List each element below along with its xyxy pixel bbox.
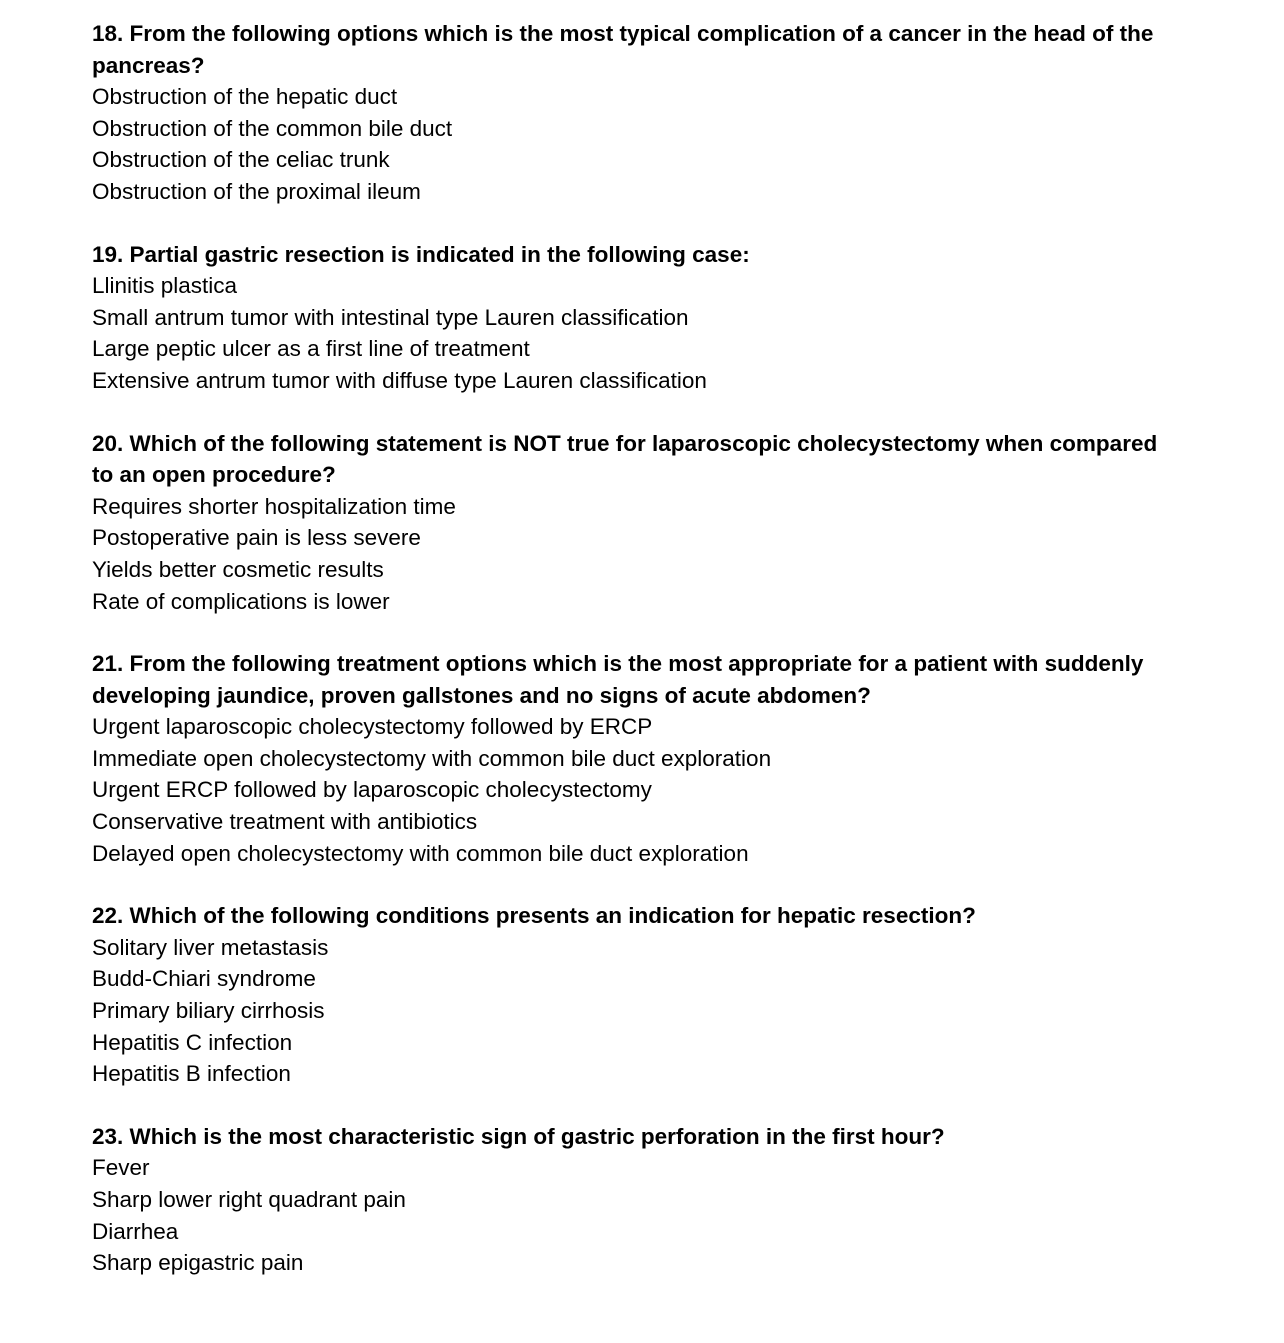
answer-option: Rate of complications is lower [92,588,390,614]
answer-option: Urgent ERCP followed by laparoscopic cholecystectomy [92,777,652,803]
answer-option: Sharp epigastric pain [92,1250,304,1276]
answer-option: Large peptic ulcer as a first line of treatment [92,336,530,362]
answer-option: Delayed open cholecystectomy with common bile duct exploration [92,840,749,866]
answer-option: Budd-Chiari syndrome [92,966,316,992]
answer-option: Hepatitis B infection [92,1061,291,1087]
answer-option: Fever [92,1155,150,1181]
answer-option: Primary biliary cirrhosis [92,998,325,1024]
question-title: 22. Which of the following conditions presents an indication for hepatic resection? [92,903,976,929]
answer-option: Postoperative pain is less severe [92,525,421,551]
question-title: 20. Which of the following statement is NOT true for laparoscopic cholecystectomy when compared to an open procedure? [92,430,1158,488]
answer-option: Diarrhea [92,1218,179,1244]
answer-option: Obstruction of the celiac trunk [92,147,390,173]
question-title: 21. From the following treatment options which is the most appropriate for a patient with suddenly developing jaundice, proven gallstones and no signs of acute abdomen? [92,651,1144,708]
question-19 [92,239,1182,397]
answer-options [92,711,1182,869]
question-title: 18. From the following options which is the most typical complication of a cancer in the head of the pancreas? [92,21,1154,78]
question-22 [92,900,1182,1090]
answer-option: Obstruction of the common bile duct [92,115,453,141]
answer-option: Llinitis plastica [92,273,238,299]
question-23 [92,1121,1182,1279]
answer-option: Requires shorter hospitalization time [92,493,456,519]
answer-options [92,270,1182,396]
answer-option: Immediate open cholecystectomy with common bile duct exploration [92,745,772,771]
question-title: 19. Partial gastric resection is indicated in the following case: [92,241,750,267]
question-title: 23. Which is the most characteristic sign of gastric perforation in the first hour? [92,1123,945,1149]
answer-option: Sharp lower right quadrant pain [92,1187,406,1212]
answer-option: Yields better cosmetic results [92,556,384,582]
document-page [92,18,1182,1310]
answer-option: Small antrum tumor with intestinal type Lauren classification [92,304,689,330]
answer-options [92,1152,1182,1278]
answer-option: Extensive antrum tumor with diffuse type Lauren classification [92,367,707,393]
question-21 [92,648,1182,869]
answer-option: Urgent laparoscopic cholecystectomy followed by ERCP [92,714,653,740]
answer-options [92,491,1182,617]
question-20 [92,428,1182,618]
answer-option: Obstruction of the hepatic duct [92,84,398,110]
answer-option: Hepatitis C infection [92,1029,293,1055]
question-18 [92,18,1182,208]
answer-options [92,932,1182,1090]
answer-options [92,81,1182,207]
answer-option: Solitary liver metastasis [92,934,329,960]
answer-option: Conservative treatment with antibiotics [92,809,478,835]
answer-option: Obstruction of the proximal ileum [92,178,421,204]
